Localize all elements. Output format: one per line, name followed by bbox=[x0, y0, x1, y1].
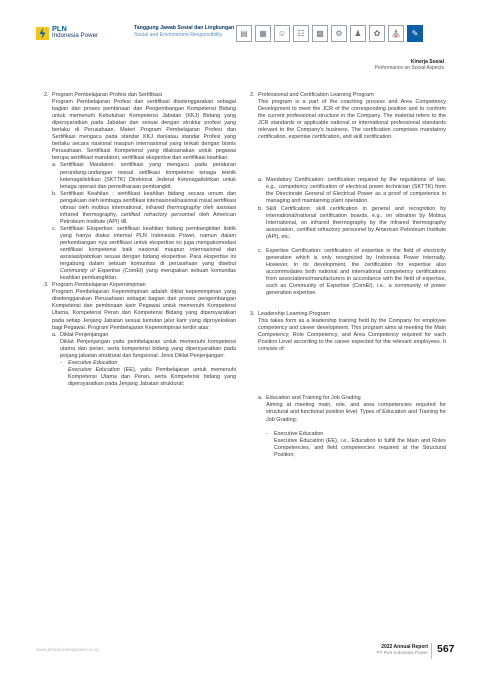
report-title: 2022 Annual Report bbox=[381, 644, 428, 650]
dash-item bbox=[60, 360, 236, 388]
section-label-title: Kinerja Sosial bbox=[410, 59, 444, 65]
section-title-sub: Social and Environment Responsibility bbox=[134, 31, 223, 38]
gears-icon[interactable]: ⚙ bbox=[331, 25, 347, 42]
sub-item-text: Diklat Penjenjangan yaitu pembelajaran untuk memenuhi kompetensi utama dan peran, serta kompetensi bidang yang dipersyaratkan pada jenjang jabatan struktural dan fungsional. Jenis Diklat Penjenjangan: bbox=[60, 338, 236, 359]
english-column bbox=[250, 92, 446, 459]
sub-item-text: Sertifikasi Ekspertise: sertifikasi keahlian bidang pembangkitan listrik yang hanya diakui internal PLN Indonesia Power, namun dalam perkembangan nya sertifikasi untuk ekspertise ini juga mengakomodasi sertifikasi kompetensi baik nasional maupun internasional dari asosiasi/pabrikan sesuai dengan bidang ekspertise. Para ekspertise ini tergabung dalam sebuah komunitas di perusahaan yang disebut Community of Expertise (ComEt) yang merupakan sebuah komunitas keahlian pembangkitan. bbox=[60, 225, 236, 282]
sub-item-letter: a. bbox=[258, 177, 263, 184]
item-body: This program is a part of the coaching process and Area Competency Development to meet the JCR of the corresponding position and to conform the current professional structure in the Company. The material refers to the JCR standards or applicable national or international professional standards relevant to the Company's business. The certification comprises mandatory certification, expertise certification, and skill certification. bbox=[258, 99, 446, 141]
dash-item bbox=[266, 431, 446, 459]
list-item bbox=[44, 92, 236, 282]
sub-item-letter: a. bbox=[52, 162, 57, 169]
chart-icon[interactable]: ▦ bbox=[255, 25, 271, 42]
section-title bbox=[134, 25, 234, 38]
dash-heading: Executive Education bbox=[274, 430, 324, 437]
dash-heading: Executive Education bbox=[68, 359, 118, 366]
pln-logo-icon bbox=[36, 27, 49, 40]
sub-item-letter: c. bbox=[258, 247, 263, 254]
dash-marker: - bbox=[266, 430, 268, 437]
sub-item-heading: Diklat Penjenjangan bbox=[60, 331, 109, 338]
page-section-label bbox=[375, 59, 444, 72]
logo-brand: PLN bbox=[52, 24, 67, 33]
sub-item bbox=[258, 177, 446, 205]
section-label-subtitle: Performance on Social Aspects bbox=[374, 65, 444, 72]
sub-item-heading: Education and Training for Job Grading bbox=[266, 395, 361, 402]
sub-item bbox=[258, 248, 446, 297]
footer-divider bbox=[431, 643, 432, 659]
people-icon[interactable]: ☺ bbox=[274, 25, 290, 42]
sub-item-letter: c. bbox=[52, 225, 57, 232]
sub-item-text: Aiming at meeting main, role, and area competencies required for structural and functional position level. Types of Education and Training for Job Grading: bbox=[266, 402, 446, 423]
item-heading: Leadership Learning Program bbox=[258, 311, 330, 318]
item-number: 3. bbox=[44, 282, 49, 289]
list-item bbox=[250, 311, 446, 459]
sub-item bbox=[52, 332, 236, 388]
clipboard-icon[interactable]: ✎ bbox=[407, 25, 423, 42]
sub-item-text: Mandatory Certification: certification required by the regulations of law, e.g., competency certification of electrical power technician (SKTTK) from the Directorate General of Electrical Power as a proof of competence in managing and maintaining plant operation. bbox=[266, 177, 446, 205]
analysis-icon[interactable]: ☷ bbox=[293, 25, 309, 42]
sub-item-letter: a. bbox=[258, 395, 263, 402]
people-group-icon[interactable]: ♟ bbox=[350, 25, 366, 42]
leaf-icon[interactable]: ✿ bbox=[369, 25, 385, 42]
sub-item bbox=[258, 206, 446, 241]
sub-item-text: Skill Certification: skill certification in general and recognition by international/national certification boards, e.g., on vibration by Mobius International, on infrared thermography by the infrared thermography association, certified refractory personnel by American Petroleum Institute (API), etc. bbox=[266, 205, 446, 240]
report-company: PT PLN Indonesia Power bbox=[376, 650, 428, 655]
sub-item-letter: a. bbox=[52, 331, 57, 338]
dash-text: Executive Education (EE), i.e., Education to fulfill the Main and Roles Competencies, and field competencies required at the Structural Position; bbox=[274, 437, 446, 458]
section-title-main: Tanggung Jawab Sosial dan Lingkungan bbox=[134, 25, 235, 31]
item-heading: Professional and Certification Learning Program bbox=[258, 92, 374, 98]
item-number: 2. bbox=[250, 92, 255, 98]
sub-item-text: Sertifikasi Keahlian : sertifikasi keahlian bidang secara umum dan pengakuan oleh lembaga sertifikasi intenasional/nasional misal sertifikasi vibrasi oleh mobius international, infrared thermography oleh asosiasi infrared thermography, certified refractory personnel oleh American Petroleum Institute (API) dll. bbox=[60, 190, 237, 225]
company-logo-text bbox=[52, 25, 98, 39]
list-item bbox=[250, 92, 446, 297]
item-heading: Program Pembelajaran Profesi dan Sertifikasi bbox=[52, 92, 163, 98]
page-number: 567 bbox=[437, 643, 455, 655]
item-heading: Program Pembelajaran Kepemimpinan bbox=[52, 282, 146, 289]
indonesian-column bbox=[44, 92, 236, 388]
chapter-nav bbox=[236, 25, 423, 42]
item-number: 3. bbox=[250, 311, 255, 318]
institution-icon[interactable]: ⛪ bbox=[388, 25, 404, 42]
sub-item bbox=[52, 226, 236, 282]
sub-item bbox=[258, 395, 446, 458]
sub-item bbox=[52, 191, 236, 226]
footer-url-link[interactable]: www.plnindonesiapower.co.id bbox=[36, 648, 99, 653]
sub-item bbox=[52, 162, 236, 190]
item-number: 2. bbox=[44, 92, 49, 98]
item-body: This takes form as a leadership training held by the Company for employee competency and career development. This program aims at meeting the Main Competency, Role Competency, and Area Competency required for each Position Level according to the career expected for the relevant employees. It consists of: bbox=[258, 318, 446, 353]
logo-subtitle: Indonesia Power bbox=[52, 32, 99, 39]
sub-item-text: Sertifikasi Mandatori: sertifikasi yang mengacu pada peraturan perundang-undangan missal setifikasi kompetensi tenaga teknik ketenagalistrikan (SKTTK) Direktorat Jederal Ketenagalistrikan untuk tenaga operasi dan pemeliharaan pembangkit. bbox=[60, 162, 236, 190]
sub-item-letter: b. bbox=[258, 205, 263, 212]
page-header bbox=[0, 0, 480, 52]
item-body: Program Pembelajaran Profesi dan sertifikasi diselenggarakan sebagai bagian dari proses pembinaan dan Pengembangan Kompetensi Bidang untuk memenuhi Kebutuhan Kompetensi Jabatan (KKJ) Bidang yang dipersyaratkan pada Jabatan dan sesuai dengan struktur profesi yang berlaku di Perusahaan. Materi Program Pembelajaran Profesi dan Sertifikasi mengacu pada standar KKJ dan/atau standar Profesi yang berlaku secara nasional maupun internasional yang terkait dengan bisnis Perusahaan. Sertifikasi Kompetensi yang dilaksanakan untuk pegawai berupa sertifikasi mandatori, sertifikasi ekspertise dan sertifikasi keahlian. bbox=[52, 99, 236, 162]
list-item bbox=[44, 282, 236, 388]
sub-item-letter: b. bbox=[52, 190, 57, 197]
dash-marker: - bbox=[60, 359, 62, 366]
dash-text: Executive Education (EE), yaitu Pembelajaran untuk memenuhi Kompetensi Utama dan Peran, serta Kompetensi bidang yang dipersyaratkan pada Jenjang Jabatan struktural; bbox=[68, 366, 236, 387]
document-icon[interactable]: ▤ bbox=[236, 25, 252, 42]
building-icon[interactable]: ▩ bbox=[312, 25, 328, 42]
item-body: Program Pembelajaran Kepemimpinan adalah diklat kepemimpinan yang diselenggarakan Perusahaan sebagai bagian dari proses pengembangan Kompetensi dan pembinaan karir Pegawai untuk memenuhi Kompetensi Utama, Kompetensi Peran dan Kompetensi Bidang yang dipersyaratkan pada setiap Jenjang Jabatan sesuai tuntutan jalur karir yang diproyeksikan bagi Pegawai. Program Pembelajaran Kepemimpinan terdiri atas: bbox=[52, 289, 236, 331]
footer-report bbox=[368, 644, 428, 656]
sub-item-text: Expertise Certification: certification of expertise in the field of electricity generation which is only recognized by Indonesia Power internally. However, in its development, the certification for expertise also accommodates both national and international competency certifications from associations/manufacturers in accordance with the field of expertise, such as Community of Expertise (ComEt), i.e., a community of power generation expertise. bbox=[266, 247, 446, 297]
